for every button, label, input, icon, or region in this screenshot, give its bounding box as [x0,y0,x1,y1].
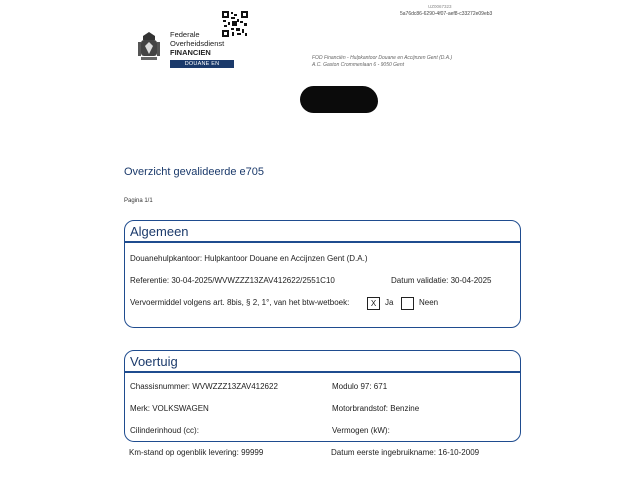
document-reference-top: UZ0067323 [428,4,452,9]
org-line1: Federale [170,30,200,39]
voertuig-divider [125,371,520,373]
algemeen-title: Algemeen [130,224,189,239]
fuel-field: Motorbrandstof: Benzine [332,404,420,413]
algemeen-panel [124,220,521,328]
no-checkbox [401,297,414,310]
redaction-block [300,86,378,113]
page-number: Pagina 1/1 [124,198,153,204]
power-field: Vermogen (kW): [332,426,390,435]
reference-field: Referentie: 30-04-2025/WVWZZZ13ZAV412622/2551C10 [130,276,335,285]
mileage-field: Km-stand op ogenblik levering: 99999 [129,448,264,457]
sender-address-line2: A.C. Gaston Crommenlaan 6 - 9050 Gent [312,62,404,68]
belgian-coat-of-arms-logo [135,30,163,64]
sender-address-line1: FOD Financiën - Hulpkantoor Douane en Accijnzen Gent (D.A.) [312,55,453,61]
validation-date-field: Datum validatie: 30-04-2025 [391,276,492,285]
no-label: Neen [419,298,439,307]
voertuig-title: Voertuig [130,354,178,369]
org-line3: FINANCIEN [170,48,211,57]
displacement-field: Cilinderinhoud (cc): [130,426,199,435]
organization-name [170,30,224,57]
chassis-field: Chassisnummer: WVWZZZ13ZAV412622 [130,382,278,391]
qr-code-icon [222,11,248,37]
voertuig-panel [124,350,521,442]
modulo-field: Modulo 97: 671 [332,382,388,391]
document-id: 5a76dc86-6290-4f07-aef8-c33272e09eb3 [400,11,493,17]
vehicle-question: Vervoermiddel volgens art. 8bis, § 2, 1°, van het btw-wetboek: [130,298,350,307]
yes-checkbox: X [367,297,380,310]
algemeen-divider [125,241,520,243]
org-division-bar: DOUANE EN ACCIJNZEN [170,60,234,68]
office-field: Douanehulpkantoor: Hulpkantoor Douane en Accijnzen Gent (D.A.) [130,254,368,263]
document-title: Overzicht gevalideerde e705 [124,166,265,178]
yes-label: Ja [385,298,394,307]
first-registration-field: Datum eerste ingebruikname: 16-10-2009 [331,448,480,457]
brand-field: Merk: VOLKSWAGEN [130,404,209,413]
org-line2: Overheidsdienst [170,39,225,48]
